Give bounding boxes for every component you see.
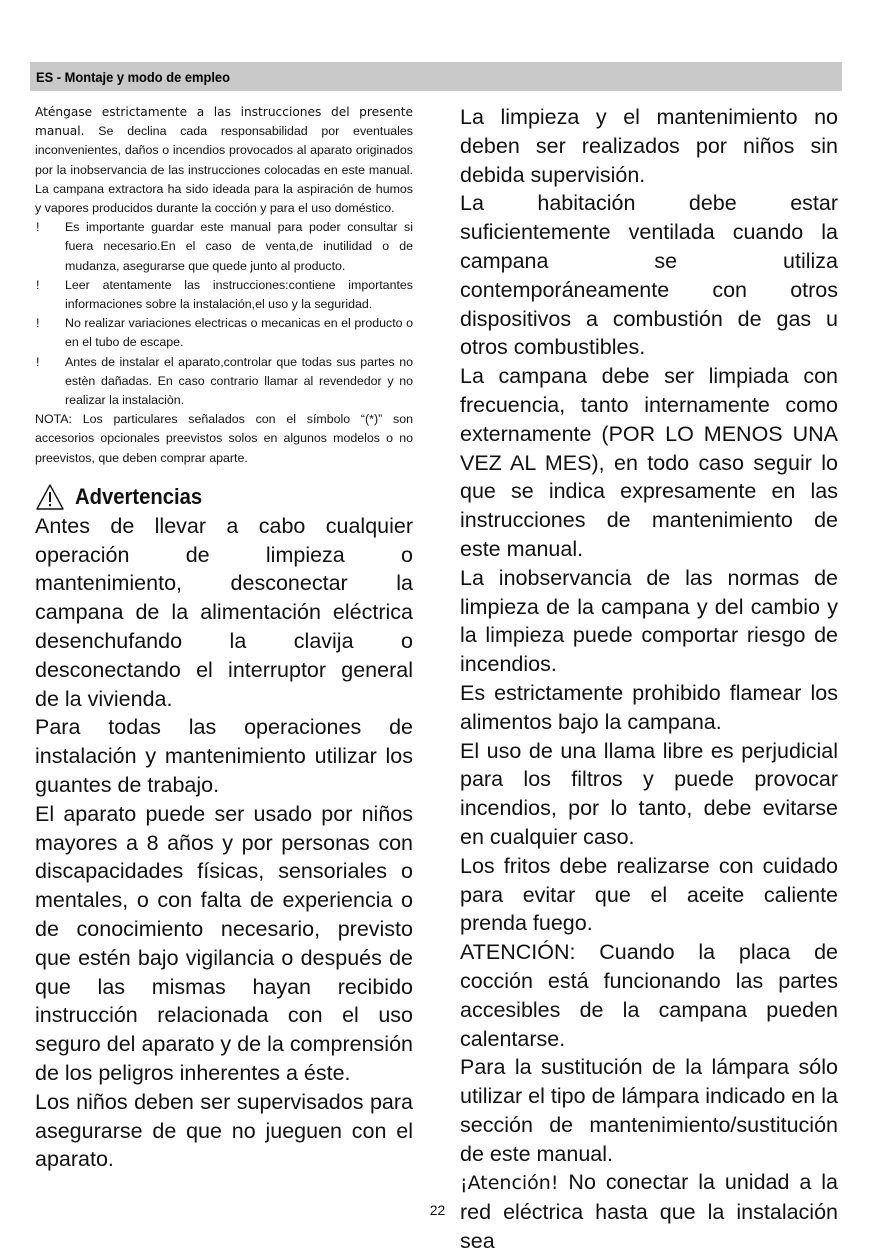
- list-item: [35, 218, 413, 276]
- warning-paragraph: Antes de llevar a cabo cualquier operación de limpieza o mantenimiento, desconectar la campana de la alimentación eléctrica desenchufando la clavija o desconectando el interruptor general de la vivienda.: [35, 513, 413, 711]
- warning-paragraph: La habitación debe estar suficientemente ventilada cuando la campana se utiliza contemporáneamente con otros dispositivos a combustión de gas u otros combustibles.: [460, 191, 838, 360]
- warning-paragraph: Para todas las operaciones de instalación y mantenimiento utilizar los guantes de trabajo.: [35, 715, 413, 798]
- section-title: ES - Montaje y modo de empleo: [36, 68, 230, 85]
- intro-paragraph: [35, 103, 413, 218]
- warning-paragraph: Los niños deben ser supervisados para asegurarse de que no jueguen con el aparato.: [35, 1089, 413, 1172]
- exclamation-mark: !: [36, 316, 40, 331]
- bullet-list: [35, 218, 413, 410]
- warning-paragraph: ATENCIÓN: Cuando la placa de cocción está funcionando las partes accesibles de la campana pueden calentarse.: [460, 940, 838, 1051]
- warning-paragraph: Para la sustitución de la lámpara sólo utilizar el tipo de lámpara indicado en la sección de mantenimiento/sustitución de este manual.: [460, 1055, 838, 1166]
- section-header: [30, 62, 842, 91]
- warnings-heading: [35, 482, 413, 512]
- attention-label: ¡Atención!: [460, 1172, 559, 1195]
- exclamation-mark: !: [36, 354, 40, 369]
- list-item: [35, 276, 413, 314]
- page-number: 22: [429, 1202, 446, 1218]
- list-item: [35, 353, 413, 411]
- warnings-left-text: [35, 512, 413, 1174]
- warning-paragraph: La limpieza y el mantenimiento no deben ser realizados por niños sin debida supervisión.: [460, 105, 838, 187]
- left-column: [35, 103, 413, 1174]
- intro-text: Se declina cada responsabilidad por eventuales inconvenientes, daños o incendios provocados al aparato originados por la inobservancia de las instrucciones colocadas en este manual. La campana extractora ha sido ideada para la aspiración de humos y vapores producidos durante la cocción y para el uso doméstico.: [35, 124, 413, 216]
- warning-paragraph: La inobservancia de las normas de limpieza de la campana y del cambio y la limpieza puede comportar riesgo de incendios.: [460, 565, 838, 677]
- warning-triangle-icon: [35, 483, 65, 511]
- warning-paragraph: Es estrictamente prohibido flamear los alimentos bajo la campana.: [460, 680, 838, 734]
- bullet-text: Leer atentamente las instrucciones:contiene importantes informaciones sobre la instalación,el uso y la seguridad.: [65, 277, 413, 312]
- note-paragraph: NOTA: Los particulares señalados con el símbolo “(*)” son accesorios opcionales preevistos solos en algunos modelos o no preevistos, que deben comprar aparte.: [35, 412, 413, 465]
- exclamation-mark: !: [36, 220, 40, 235]
- attention-text: No conectar la unidad a la red eléctrica hasta que la instalación sea: [460, 1170, 838, 1254]
- warning-paragraph: El uso de una llama libre es perjudicial para los filtros y puede provocar incendios, por lo tanto, debe evitarse en cualquier caso.: [460, 738, 838, 849]
- warnings-title: Advertencias: [75, 483, 203, 509]
- warning-paragraph: El aparato puede ser usado por niños mayores a 8 años y por personas con discapacidades físicas, sensoriales o mentales, o con falta de experiencia o de conocimiento necesario, previsto que estén bajo vigilancia o después de que las mismas hayan recibido instrucción relacionada con el uso seguro del aparato y de la comprensión de los peligros inherentes a éste.: [35, 801, 413, 1085]
- bullet-text: Antes de instalar el aparato,controlar que todas sus partes no estèn dañadas. En caso contrario llamar al revendedor y no realizar la instalaciòn.: [65, 354, 413, 408]
- right-column: [460, 103, 838, 1256]
- intro-lead: Aténgase estrictamente a las instrucciones del presente manual.: [35, 105, 413, 139]
- list-item: [35, 314, 413, 352]
- warning-paragraph: Los fritos debe realizarse con cuidado para evitar que el aceite caliente prenda fuego.: [460, 853, 838, 936]
- warning-paragraph: La campana debe ser limpiada con frecuencia, tanto internamente como externamente (POR LO MENOS UNA VEZ AL MES), en todo caso seguir lo que se indica expresamente en las instrucciones de mantenimiento de este manual.: [460, 364, 838, 561]
- exclamation-mark: !: [36, 277, 40, 292]
- bullet-text: No realizar variaciones electricas o mecanicas en el producto o en el tubo de escape.: [65, 316, 413, 350]
- bullet-text: Es importante guardar este manual para poder consultar si fuera necesario.En el caso de venta,de inutilidad o de mudanza, asegurarse que quede junto al producto.: [65, 220, 413, 273]
